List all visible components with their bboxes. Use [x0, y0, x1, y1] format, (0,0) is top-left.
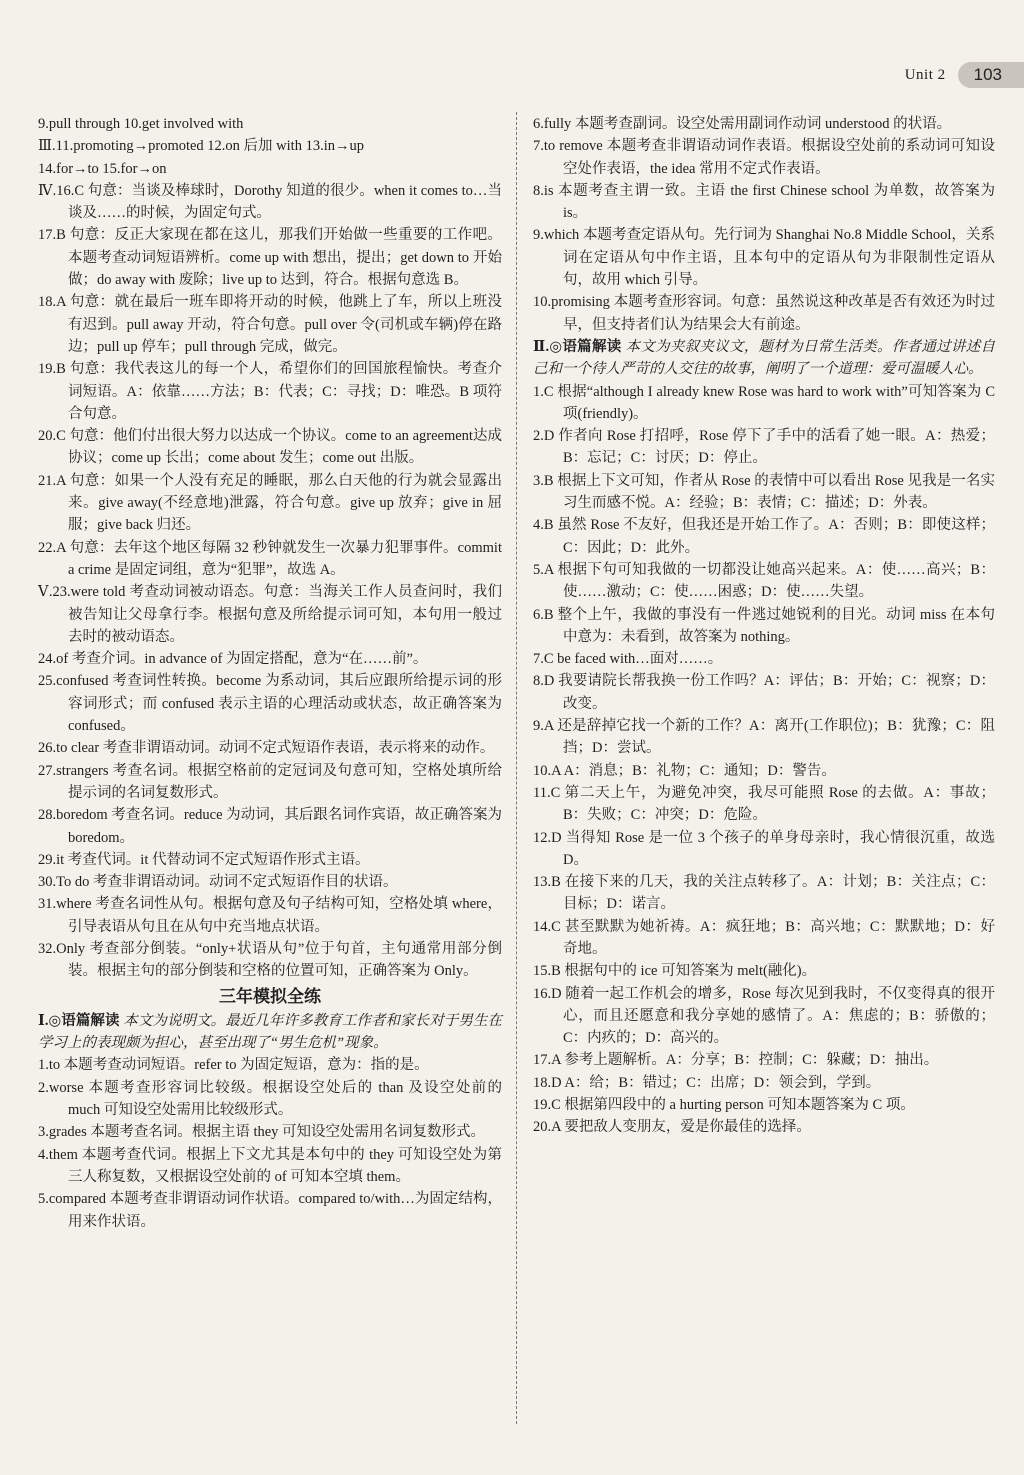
- answer-entry: 10.promising 本题考查形容词。句意：虽然说这种改革是否有效还为时过早，但支持者们认为结果会大有前途。: [533, 294, 995, 333]
- answer-entry: 8.is 本题考查主谓一致。主语 the first Chinese school 为单数，故答案为 is。: [533, 182, 995, 222]
- answer-entry: 5.A 根据下句可知我做的一切都没让她高兴起来。A：使……高兴；B：使……激动；C：使……困惑；D：使……失望。: [533, 561, 995, 601]
- answer-entry: 18.A 句意：就在最后一班车即将开动的时候，他跳上了车，所以上班没有迟到。pull away 开动，符合句意。pull over 令(司机或车辆)停在路边；pull up 停车；pull through 完成，做完。: [38, 294, 502, 355]
- answer-entry: 14.for→to 15.for→on: [38, 160, 167, 177]
- answer-entry: 10.A A：消息；B：礼物；C：通知；D：警告。: [533, 762, 836, 779]
- answer-entry: 20.C 句意：他们付出很大努力以达成一个协议。come to an agreement达成协议；come up 长出；come about 发生；come out 出版。: [38, 428, 502, 467]
- answer-entry: 13.B 在接下来的几天，我的关注点转移了。A：计划；B：关注点；C：目标；D：诺言。: [533, 874, 995, 913]
- answer-entry: 12.D 当得知 Rose 是一位 3 个孩子的单身母亲时，我心情很沉重，故选 D。: [533, 829, 995, 868]
- answer-entry: 18.D A：给；B：错过；C：出席；D：领会到，学到。: [533, 1074, 881, 1091]
- right-column: [533, 113, 995, 1139]
- answer-entry: 2.worse 本题考查形容词比较级。根据设空处后的 than 及设空处前的 much 可知设空处需用比较级形式。: [38, 1079, 502, 1119]
- answer-entry: 16.D 随着一起工作机会的增多，Rose 每次见到我时，不仅变得真的很开心，而且还愿意和我分享她的感情了。A：焦虑的；B：骄傲的；C：内疚的；D：高兴的。: [533, 985, 995, 1047]
- answer-entry: 31.where 考查名词性从句。根据句意及句子结构可知，空格处填 where，引导表语从句且在从句中充当地点状语。: [38, 896, 502, 935]
- answer-entry: 32.Only 考查部分倒装。“only+状语从句”位于句首，主句通常用部分倒装。根据主句的部分倒装和空格的位置可知，正确答案为 Only。: [38, 940, 502, 980]
- answer-entry: 24.of 考查介词。in advance of 为固定搭配，意为“在……前”。: [38, 651, 428, 668]
- intro-text: 本文为夹叙夹议文，题材为日常生活类。作者通过讲述自己和一个待人严苛的人交往的故事，阐明了一个道理：爱可温暖人心。: [533, 338, 996, 378]
- answer-entry: Ⅳ.16.C 句意：当谈及棒球时，Dorothy 知道的很少。when it comes to…当谈及……的时候，为固定句式。: [38, 182, 502, 222]
- intro-lead: Ⅱ.◎语篇解读: [533, 338, 622, 355]
- answer-entry: 9.A 还是辞掉它找一个新的工作？A：离开(工作职位)；B：犹豫；C：阻挡；D：尝试。: [533, 718, 995, 757]
- answer-entry: 15.B 根据句中的 ice 可知答案为 melt(融化)。: [533, 963, 817, 980]
- answer-entry: 4.them 本题考查代词。根据上下文尤其是本句中的 they 可知设空处为第三人称复数，又根据设空处前的 of 可知本空填 them。: [38, 1146, 502, 1185]
- answer-entry: 26.to clear 考查非谓语动词。动词不定式短语作表语，表示将来的动作。: [38, 740, 495, 757]
- answer-entry: 5.compared 本题考查非谓语动词作状语。compared to/with…为固定结构，用来作状语。: [38, 1191, 502, 1230]
- answer-entry: 21.A 句意：如果一个人没有充足的睡眠，那么白天他的行为就会显露出来。give away(不经意地)泄露，符合句意。give up 放弃；give in 屈服；give back 归还。: [38, 472, 502, 534]
- answer-entry: 19.C 根据第四段中的 a hurting person 可知本题答案为 C 项。: [533, 1097, 915, 1114]
- answer-entry: 1.to 本题考查动词短语。refer to 为固定短语，意为：指的是。: [38, 1057, 429, 1074]
- answer-entry: 17.A 参考上题解析。A：分享；B：控制；C：躲藏；D：抽出。: [533, 1052, 939, 1069]
- answer-entry: 6.B 整个上午，我做的事没有一件逃过她锐利的目光。动词 miss 在本句中意为：未看到，故答案为 nothing。: [533, 606, 995, 645]
- answer-entry: 19.B 句意：我代表这儿的每一个人，希望你们的回国旅程愉快。考查介词短语。A：依靠……方法；B：代表；C：寻找；D：唯恐。B 项符合句意。: [38, 361, 502, 422]
- answer-entry: 7.to remove 本题考查非谓语动词作表语。根据设空处前的系动词可知设空处作表语，the idea 常用不定式作表语。: [533, 138, 995, 177]
- answer-entry: Ⅴ.23.were told 考查动词被动语态。句意：当海关工作人员查问时，我们被告知让父母拿行李。根据句意及所给提示词可知，本句用一般过去时的被动语态。: [38, 584, 502, 645]
- answer-entry: Ⅲ.11.promoting→promoted 12.on 后加 with 13.in→up: [38, 138, 364, 155]
- answer-entry: 30.To do 考查非谓语动词。动词不定式短语作目的状语。: [38, 874, 398, 891]
- answer-entry: 6.fully 本题考查副词。设空处需用副词作动词 understood 的状语。: [533, 116, 952, 132]
- section-title: 三年模拟全练: [219, 986, 321, 1007]
- answer-entry: 9.which 本题考查定语从句。先行词为 Shanghai No.8 Middle School，关系词在定语从句中作主语，且本句中的定语从句为非限制性定语从句，故用 which 引导。: [533, 227, 995, 289]
- answer-entry: 25.confused 考查词性转换。become 为系动词，其后应跟所给提示词的形容词形式；而 confused 表示主语的心理活动或状态，故正确答案为 confused。: [38, 673, 502, 735]
- page-number: 103: [958, 62, 1024, 88]
- left-column: [38, 113, 502, 1233]
- intro-lead: Ⅰ.◎语篇解读: [38, 1012, 120, 1029]
- answer-entry: 1.C 根据“although I already knew Rose was hard to work with”可知答案为 C 项(friendly)。: [533, 383, 995, 422]
- answer-entry: 2.D 作者向 Rose 打招呼，Rose 停下了手中的活看了她一眼。A：热爱；B：忘记；C：讨厌；D：停止。: [533, 428, 995, 467]
- answer-entry: 3.grades 本题考查名词。根据主语 they 可知设空处需用名词复数形式。: [38, 1124, 486, 1141]
- answer-entry: 14.C 甚至默默为她祈祷。A：疯狂地；B：高兴地；C：默默地；D：好奇地。: [533, 918, 995, 957]
- answer-entry: 11.C 第二天上午，为避免冲突，我尽可能照 Rose 的去做。A：事故；B：失败；C：冲突；D：危险。: [533, 784, 995, 824]
- answer-entry: 20.A 要把敌人变朋友，爱是你最佳的选择。: [533, 1119, 811, 1136]
- intro-text: 本文为说明文。最近几年许多教育工作者和家长对于男生在学习上的表现颇为担心，甚至出现了“男生危机”现象。: [38, 1012, 503, 1052]
- reading-intro-2: [533, 336, 995, 381]
- answer-entry: 27.strangers 考查名词。根据空格前的定冠词及句意可知，空格处填所给提示词的名词复数形式。: [38, 762, 502, 801]
- reading-intro: [38, 1010, 502, 1055]
- column-divider: [516, 112, 517, 1424]
- unit-label: Unit 2: [904, 66, 946, 83]
- answer-entry: 4.B 虽然 Rose 不友好，但我还是开始工作了。A：否则；B：即使这样；C：因此；D：此外。: [533, 517, 995, 556]
- answer-entry: 28.boredom 考查名词。reduce 为动词，其后跟名词作宾语，故正确答案为 boredom。: [38, 807, 502, 846]
- answer-entry: 9.pull through 10.get involved with: [38, 116, 244, 132]
- answer-entry: 8.D 我要请院长帮我换一份工作吗？A：评估；B：开始；C：视察；D：改变。: [533, 673, 995, 712]
- answer-entry: 22.A 句意：去年这个地区每隔 32 秒钟就发生一次暴力犯罪事件。commit a crime 是固定词组，意为“犯罪”，故选 A。: [38, 539, 502, 578]
- answer-entry: 29.it 考查代词。it 代替动词不定式短语作形式主语。: [38, 851, 370, 868]
- page-header: [905, 62, 1024, 88]
- answer-entry: 17.B 句意：反正大家现在都在这儿，那我们开始做一些重要的工作吧。本题考查动词短语辨析。come up with 想出，提出；get down to 开始做；do away with 废除；live up to 达到，符合。根据句意选 B。: [38, 227, 502, 289]
- answer-entry: 7.C be faced with…面对……。: [533, 651, 723, 668]
- answer-entry: 3.B 根据上下文可知，作者从 Rose 的表情中可以看出 Rose 见我是一名实习生而感不悦。A：经验；B：表情；C：描述；D：外表。: [533, 472, 995, 512]
